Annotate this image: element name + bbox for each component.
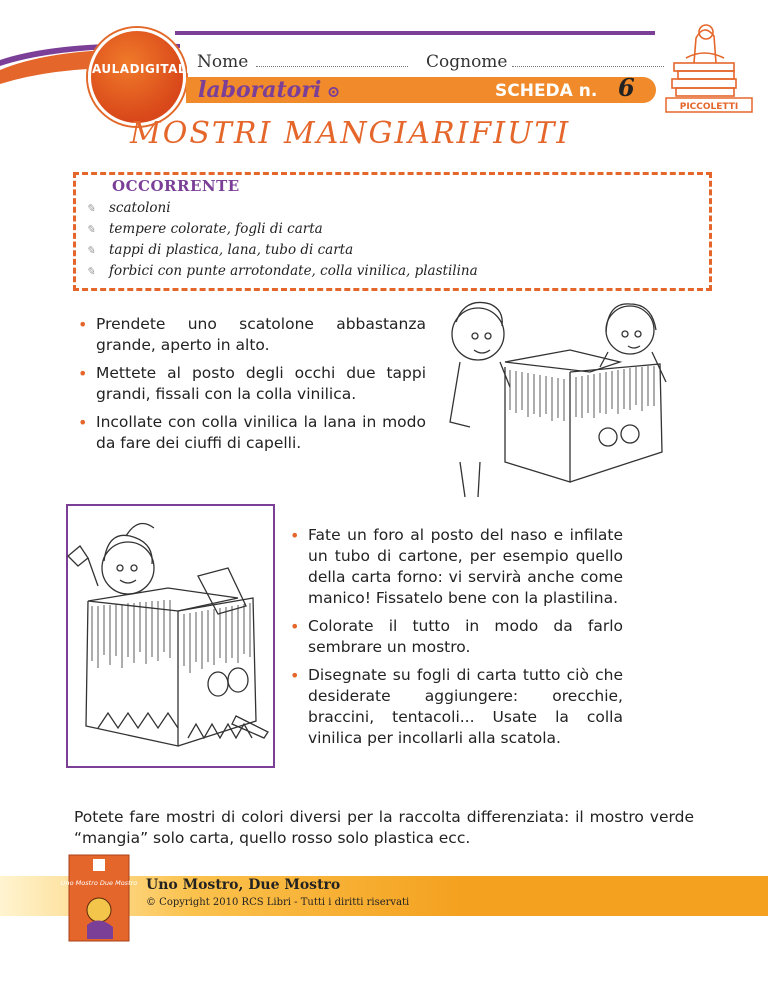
section-label: laboratori ⊙ xyxy=(198,77,341,103)
step-item: • Disegnate su fogli di carta tutto ciò che desiderate aggiungere: orecchie, braccini, tentacoli... Usate la colla vinilica per incollarli alla scatola. xyxy=(286,665,623,749)
closing-paragraph: Potete fare mostri di colori diversi per la raccolta differenziata: il mostro verde “mangia” solo carta, quello rosso solo plastica ecc. xyxy=(74,808,694,847)
pencil-icon: ✎ xyxy=(86,244,96,257)
cognome-label: Cognome xyxy=(426,52,508,72)
monster-box-illustration xyxy=(68,506,271,764)
occorrente-list xyxy=(86,198,478,282)
page-title: MOSTRI MANGIARIFIUTI xyxy=(130,116,571,151)
pencil-icon: ✎ xyxy=(86,223,96,236)
scheda-label: SCHEDA n. xyxy=(495,81,598,101)
pencil-icon: ✎ xyxy=(86,265,96,278)
occorrente-title: OCCORRENTE xyxy=(112,177,240,195)
list-item: ✎ forbici con punte arrotondate, colla vinilica, plastilina xyxy=(86,261,478,282)
step-item: • Fate un foro al posto del naso e infilate un tubo di cartone, per esempio quello della carta forno: vi servirà anche come manico! Fissatelo bene con la plastilina. xyxy=(286,525,623,609)
nome-label: Nome xyxy=(197,52,249,72)
pencil-icon: ✎ xyxy=(86,202,96,215)
steps-top xyxy=(74,314,426,461)
footer-copyright: © Copyright 2010 RCS Libri - Tutti i diritti riservati xyxy=(146,897,410,908)
piccoletti-logo xyxy=(664,18,754,116)
logo-text: AULADIGITALE xyxy=(92,62,195,76)
nome-field[interactable] xyxy=(256,66,408,67)
publisher-logo-text: PICCOLETTI xyxy=(679,102,739,112)
step-item: • Mettete al posto degli occhi due tappi grandi, fissali con la colla vinilica. xyxy=(74,363,426,405)
cognome-field[interactable] xyxy=(512,66,664,67)
scheda-number: 6 xyxy=(618,73,635,102)
auladigitale-logo xyxy=(88,28,195,126)
step-item: • Incollate con colla vinilica la lana in modo da fare dei ciuffi di capelli. xyxy=(74,412,426,454)
steps-bottom xyxy=(286,525,623,756)
step-item: • Colorate il tutto in modo da farlo sembrare un mostro. xyxy=(286,616,623,658)
kids-box-illustration xyxy=(430,292,690,502)
footer-book-title: Uno Mostro, Due Mostro xyxy=(146,877,341,893)
step-item: • Prendete uno scatolone abbastanza grande, aperto in alto. xyxy=(74,314,426,356)
header-rule xyxy=(175,31,655,35)
list-item: ✎ tempere colorate, fogli di carta xyxy=(86,219,478,240)
list-item: ✎ tappi di plastica, lana, tubo di carta xyxy=(86,240,478,261)
book-cover xyxy=(60,855,138,941)
book-cover-title: Uno Mostro Due Mostro xyxy=(60,879,138,887)
list-item: ✎ scatoloni xyxy=(86,198,478,219)
